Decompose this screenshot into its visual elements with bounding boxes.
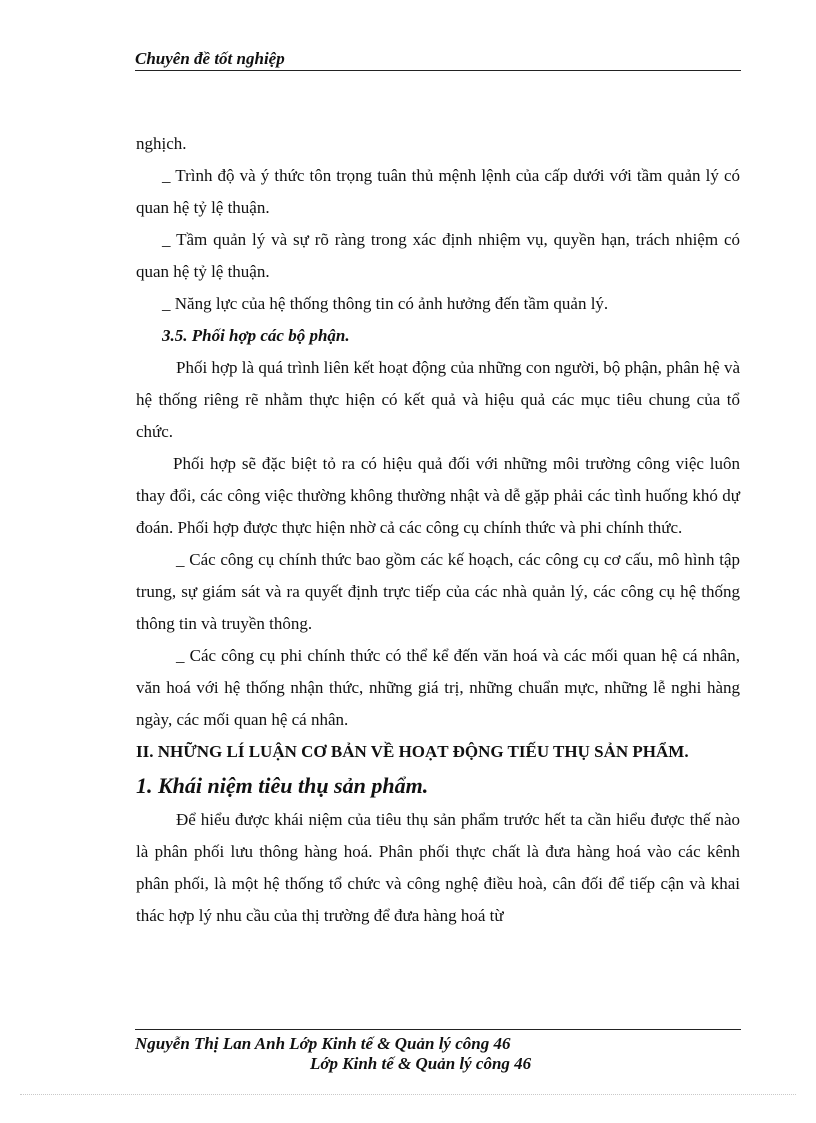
chapter-heading-ii: II. NHỮNG LÍ LUẬN CƠ BẢN VỀ HOẠT ĐỘNG TIẾU THỤ SẢN PHẨM.: [136, 742, 689, 761]
section-heading-1: 1. Khái niệm tiêu thụ sản phẩm.: [136, 773, 429, 798]
page-header: [135, 48, 741, 71]
header-title: Chuyên đề tốt nghiệp: [135, 49, 285, 68]
bullet-paragraph: _ Năng lực của hệ thống thông tin có ảnh hưởng đến tầm quản lý.: [162, 294, 609, 313]
bullet-paragraph: _ Các công cụ chính thức bao gồm các kế hoạch, các công cụ cơ cấu, mô hình tập trung, sự giám sát và ra quyết định trực tiếp của các nhà quản lý, các công cụ hệ thống thông tin và truyền thông.: [136, 550, 740, 633]
footer-class-line: Lớp Kinh tế & Quản lý công 46: [310, 1054, 532, 1073]
body-paragraph: Phối hợp là quá trình liên kết hoạt động của những con người, bộ phận, phân hệ và hệ thống riêng rẽ nhằm thực hiện có kết quả và hiệu quả các mục tiêu chung của tổ chức.: [136, 358, 740, 441]
page-edge-divider: [20, 1094, 796, 1095]
footer-author-line: Nguyễn Thị Lan Anh Lớp Kinh tế & Quản lý công 46: [135, 1034, 511, 1053]
section-heading-3-5: 3.5. Phối hợp các bộ phận.: [162, 326, 350, 345]
page-footer: [135, 1029, 741, 1074]
body-paragraph: Phối hợp sẽ đặc biệt tỏ ra có hiệu quả đối với những môi trường công việc luôn thay đổi, các công việc thường không thường nhật và dễ gặp phải các tình huống khó dự đoán. Phối hợp được thực hiện nhờ cả các công cụ chính thức và phi chính thức.: [136, 454, 740, 537]
bullet-paragraph: _ Trình độ và ý thức tôn trọng tuân thủ mệnh lệnh của cấp dưới với tầm quản lý có quan hệ tỷ lệ thuận.: [136, 166, 740, 217]
bullet-paragraph: _ Các công cụ phi chính thức có thể kể đến văn hoá và các mối quan hệ cá nhân, văn hoá với hệ thống nhận thức, những giá trị, những chuẩn mực, những lễ nghi hàng ngày, các mối quan hệ cá nhân.: [136, 646, 740, 729]
document-body: [136, 128, 740, 932]
paragraph-continuation: nghịch.: [136, 134, 187, 153]
body-paragraph: Để hiểu được khái niệm của tiêu thụ sản phẩm trước hết ta cần hiểu được thế nào là phân phối lưu thông hàng hoá. Phân phối thực chất là đưa hàng hoá vào các kênh phân phối, là một hệ thống tổ chức và công nghệ điều hoà, cân đối để tiếp cận và khai thác hợp lý nhu cầu của thị trường để đưa hàng hoá từ: [136, 810, 740, 925]
bullet-paragraph: _ Tầm quản lý và sự rõ ràng trong xác định nhiệm vụ, quyền hạn, trách nhiệm có quan hệ tỷ lệ thuận.: [136, 230, 740, 281]
